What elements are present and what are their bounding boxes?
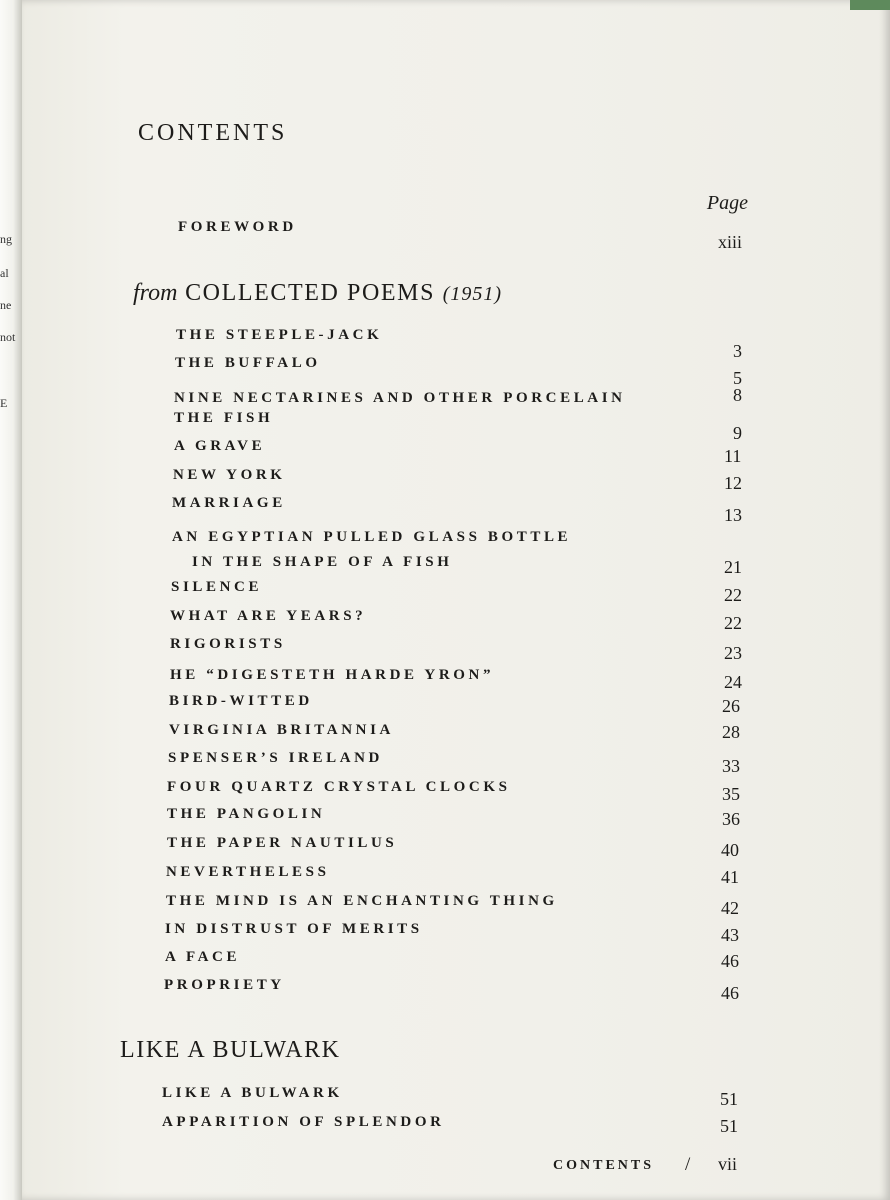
- toc-entry-page: 43: [721, 925, 739, 945]
- toc-entry-title: THE MIND IS AN ENCHANTING THING: [166, 893, 558, 909]
- toc-entry-title: IN DISTRUST OF MERITS: [165, 921, 423, 937]
- contents-page: [22, 0, 890, 1200]
- bleed-text-5: E: [0, 396, 8, 410]
- toc-entry-title: THE BUFFALO: [175, 355, 321, 371]
- toc-entry-page: 35: [722, 784, 740, 804]
- toc-entry-title: WHAT ARE YEARS?: [170, 608, 367, 624]
- toc-entry-page: 21: [724, 557, 742, 577]
- bleed-text-3: ne: [0, 298, 12, 312]
- bleed-text-4: not: [0, 330, 16, 344]
- toc-entry-title: FOUR QUARTZ CRYSTAL CLOCKS: [167, 779, 511, 795]
- toc-entry-page: 36: [722, 809, 740, 829]
- toc-entry-title: PROPRIETY: [164, 977, 285, 993]
- toc-entry-page: 8: [733, 385, 742, 405]
- section-title: COLLECTED POEMS: [185, 280, 436, 306]
- toc-entry-title: HE “DIGESTETH HARDE YRON”: [170, 667, 495, 683]
- toc-entry-title: THE PANGOLIN: [167, 806, 326, 822]
- toc-entry-page: 11: [724, 446, 742, 466]
- toc-entry-page: 24: [724, 672, 742, 692]
- toc-entry-title: RIGORISTS: [170, 636, 286, 652]
- toc-entry-title: BIRD-WITTED: [169, 693, 313, 709]
- toc-entry-page: 28: [722, 722, 740, 742]
- foreword-title: FOREWORD: [178, 219, 297, 235]
- toc-entry-page: 22: [724, 585, 742, 605]
- toc-entry-page: 42: [721, 898, 739, 918]
- toc-entry-title: SPENSER’S IRELAND: [168, 750, 383, 766]
- bleed-text-1: ng: [0, 232, 12, 246]
- toc-entry-title: APPARITION OF SPLENDOR: [162, 1114, 445, 1130]
- toc-entry-title: THE FISH: [174, 410, 274, 426]
- facing-page-edge: [0, 0, 22, 1200]
- toc-entry-title: MARRIAGE: [172, 495, 286, 511]
- toc-entry-page: 41: [721, 867, 739, 887]
- toc-entry-title: THE STEEPLE-JACK: [176, 327, 383, 343]
- toc-entry-page: 12: [724, 473, 742, 493]
- section-prefix: from: [133, 280, 178, 306]
- toc-entry-page: 9: [733, 423, 742, 443]
- toc-entry-title: NEW YORK: [173, 467, 286, 483]
- toc-entry-page: 23: [724, 643, 742, 663]
- section-heading-collected-poems: [133, 280, 502, 307]
- toc-entry-title: A FACE: [165, 949, 241, 965]
- page-title: CONTENTS: [138, 120, 288, 146]
- toc-entry-page: 22: [724, 613, 742, 633]
- background-corner: [850, 0, 890, 10]
- toc-entry-title: THE PAPER NAUTILUS: [167, 835, 398, 851]
- toc-entry-page: 33: [722, 756, 740, 776]
- toc-entry-title: SILENCE: [171, 579, 263, 595]
- page-number: vii: [718, 1154, 738, 1174]
- toc-entry-title: A GRAVE: [174, 438, 266, 454]
- foreword-page: xiii: [718, 232, 743, 252]
- running-footer-separator: /: [685, 1154, 691, 1175]
- toc-entry-page: 5: [733, 368, 742, 388]
- toc-entry-page: 40: [721, 840, 739, 860]
- page-column-label: Page: [706, 192, 748, 214]
- toc-entry-title: AN EGYPTIAN PULLED GLASS BOTTLE: [172, 529, 572, 545]
- toc-entry-title: NEVERTHELESS: [166, 864, 330, 880]
- toc-entry-page: 46: [721, 983, 739, 1003]
- running-footer-label: CONTENTS: [553, 1158, 655, 1173]
- bleed-text-2: al: [0, 266, 9, 280]
- toc-entry-title: VIRGINIA BRITANNIA: [169, 722, 394, 738]
- toc-entry-page: 3: [733, 341, 742, 361]
- toc-entry-title: NINE NECTARINES AND OTHER PORCELAIN: [174, 390, 626, 406]
- toc-entry-page: 51: [720, 1089, 738, 1109]
- section-heading-like-a-bulwark: LIKE A BULWARK: [120, 1037, 341, 1063]
- toc-entry-title: LIKE A BULWARK: [162, 1085, 343, 1101]
- toc-entry-page: 51: [720, 1116, 738, 1136]
- toc-entry-page: 46: [721, 951, 739, 971]
- toc-entry-title: IN THE SHAPE OF A FISH: [192, 554, 453, 570]
- toc-entry-page: 26: [722, 696, 740, 716]
- section-year: (1951): [442, 283, 503, 305]
- toc-entry-page: 13: [724, 505, 742, 525]
